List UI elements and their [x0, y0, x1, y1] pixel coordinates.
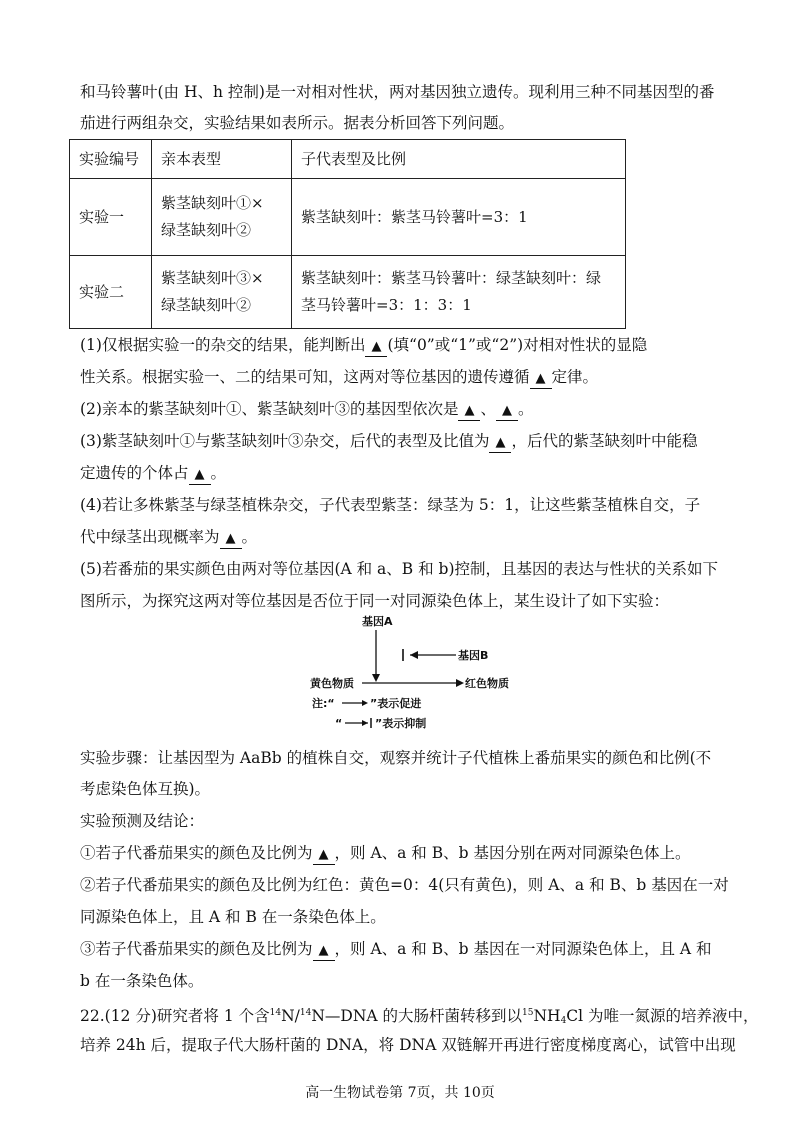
prediction-3-line-1: ③若子代番茄果实的颜色及比例为 ▲ ，则 A、a 和 B、b 基因在一对同源染色体上，且 A 和 — [80, 937, 730, 961]
prediction-1: ①若子代番茄果实的颜色及比例为 ▲ ，则 A、a 和 B、b 基因分别在两对同源染色体上。 — [80, 841, 730, 865]
gene-expression-diagram — [300, 612, 520, 734]
answer-blank[interactable]: ▲ — [530, 370, 552, 389]
question-1-line-1: (1)仅根据实验一的杂交的结果，能判断出 ▲ (填“0”或“1”或“2”)对相对性状的显隐 — [80, 333, 730, 357]
table-cell-id: 实验一 — [70, 179, 152, 256]
note-promote-prefix: 注:“ — [312, 697, 335, 710]
legend-inhibit-arrowhead — [362, 720, 368, 726]
experiment-steps-line-1: 实验步骤：让基因型为 AaBb 的植株自交，观察并统计子代植株上番茄果实的颜色和比例(不 — [80, 749, 712, 767]
answer-blank[interactable]: ▲ — [496, 402, 518, 421]
table-cell-offspring: 紫茎缺刻叶：紫茎马铃薯叶：绿茎缺刻叶：绿 茎马铃薯叶=3：1：3：1 — [292, 256, 626, 329]
intro-line-2: 茄进行两组杂交，实验结果如表所示。据表分析回答下列问题。 — [80, 114, 515, 132]
inhibit-arrowhead — [410, 651, 418, 659]
question-5-line-2: 图所示，为探究这两对等位基因是否位于同一对同源染色体上，某生设计了如下实验： — [80, 592, 670, 610]
note-inhibit-suffix: ”表示抑制 — [375, 717, 427, 730]
question-1-line-2: 性关系。根据实验一、二的结果可知，这两对等位基因的遗传遵循 ▲ 定律。 — [80, 365, 730, 389]
question-22-line-2: 培养 24h 后，提取子代大肠杆菌的 DNA，将 DNA 双链解开再进行密度梯度离心，试管中出现 — [80, 1036, 736, 1054]
question-3-line-1: (3)紫茎缺刻叶①与紫茎缺刻叶③杂交，后代的表型及比值为 ▲ ，后代的紫茎缺刻叶中能稳 — [80, 429, 730, 453]
table-header-cell: 亲本表型 — [152, 140, 292, 179]
table-cell-id: 实验二 — [70, 256, 152, 329]
question-4-line-2: 代中绿茎出现概率为 ▲ 。 — [80, 525, 730, 549]
table-cell-parents: 紫茎缺刻叶①× 绿茎缺刻叶② — [152, 179, 292, 256]
gene-b-label: 基因B — [458, 649, 489, 662]
question-22-line-1: 22.(12 分)研究者将 1 个含$^{14}$N/$^{14}$N—DNA 的大肠杆菌转移到以$^{15}NH_4Cl$ 为唯一氮源的培养液中， — [80, 1007, 759, 1026]
gene-a-label: 基因A — [362, 615, 393, 628]
question-3-line-2: 定遗传的个体占 ▲ 。 — [80, 461, 730, 485]
answer-blank[interactable]: ▲ — [489, 434, 511, 453]
conversion-arrowhead — [456, 679, 464, 687]
experiment-steps-line-2: 考虑染色体互换)。 — [80, 780, 211, 798]
prediction-3-line-2: b 在一条染色体。 — [80, 972, 204, 990]
answer-blank[interactable]: ▲ — [220, 530, 242, 549]
table-row — [70, 179, 626, 256]
table-cell-offspring: 紫茎缺刻叶：紫茎马铃薯叶=3：1 — [292, 179, 626, 256]
yellow-substance-label: 黄色物质 — [310, 677, 354, 690]
page-footer: 高一生物试卷第 7页，共 10页 — [305, 1085, 495, 1101]
table-header-cell: 实验编号 — [70, 140, 152, 179]
note-promote-suffix: ”表示促进 — [370, 697, 422, 710]
question-5-line-1: (5)若番茄的果实颜色由两对等位基因(A 和 a、B 和 b)控制，且基因的表达与性状的关系如下 — [80, 560, 719, 578]
prediction-2-line-2: 同源染色体上，且 A 和 B 在一条染色体上。 — [80, 908, 386, 926]
experiment-table — [69, 139, 626, 329]
table-cell-parents: 紫茎缺刻叶③× 绿茎缺刻叶② — [152, 256, 292, 329]
question-4-line-1: (4)若让多株紫茎与绿茎植株杂交，子代表型紫茎：绿茎为 5：1，让这些紫茎植株自交，子 — [80, 496, 701, 514]
answer-blank[interactable]: ▲ — [313, 846, 335, 865]
answer-blank[interactable]: ▲ — [189, 466, 211, 485]
legend-promote-arrowhead — [362, 700, 368, 706]
table-header-row — [70, 140, 626, 179]
answer-blank[interactable]: ▲ — [458, 402, 480, 421]
answer-blank[interactable]: ▲ — [313, 942, 335, 961]
table-header-cell: 子代表型及比例 — [292, 140, 626, 179]
prediction-2-line-1: ②若子代番茄果实的颜色及比例为红色：黄色=0：4(只有黄色)，则 A、a 和 B、b 基因在一对 — [80, 876, 729, 894]
question-2: (2)亲本的紫茎缺刻叶①、紫茎缺刻叶③的基因型依次是 ▲ 、 ▲ 。 — [80, 397, 730, 421]
table-row — [70, 256, 626, 329]
answer-blank[interactable]: ▲ — [365, 338, 387, 357]
red-substance-label: 红色物质 — [465, 677, 509, 690]
intro-line-1: 和马铃薯叶(由 H、h 控制)是一对相对性状，两对基因独立遗传。现利用三种不同基因型的番 — [80, 83, 715, 101]
note-inhibit-prefix: “ — [335, 717, 343, 730]
prediction-title: 实验预测及结论： — [80, 812, 205, 830]
promote-arrowhead — [372, 674, 380, 682]
